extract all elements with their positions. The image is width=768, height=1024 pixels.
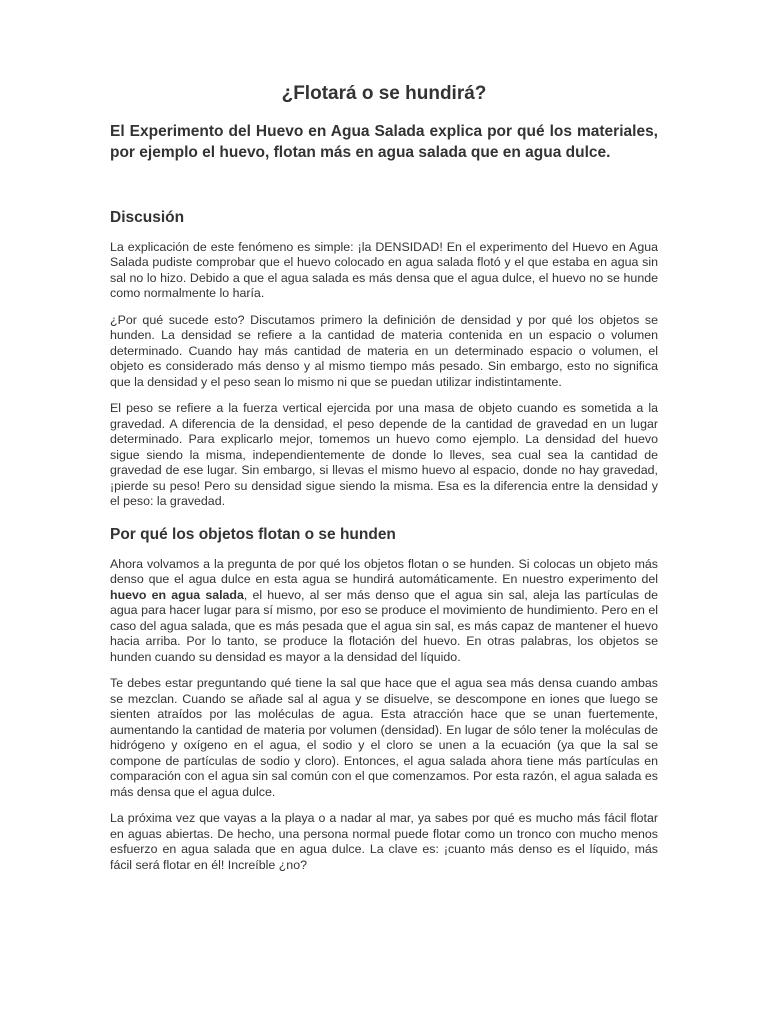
paragraph-text: , el huevo, al ser más denso que el agua sin sal, aleja las partículas de agua para hacer lugar para sí mismo, por eso se produce el movimiento de hundimiento. Pero en el caso del agua salada, que es más pesada que el agua sin sal, es más capaz de mantener el huevo hacia arriba. Por lo tanto, se produce la flotación del huevo. En otras palabras, los objetos se hunden cuando su densidad es mayor a la densidad del líquido. [110,587,658,664]
paragraph: La próxima vez que vayas a la playa o a nadar al mar, ya sabes por qué es mucho más fácil flotar en aguas abiertas. De hecho, una persona normal puede flotar como un tronco con mucho menos esfuerzo en agua salada que en agua dulce. La clave es: ¡cuanto más denso es el líquido, más fácil será flotar en él! Increíble ¿no? [110,811,658,872]
document-content [110,82,658,884]
paragraph: El peso se refiere a la fuerza vertical ejercida por una masa de objeto cuando es sometida a la gravedad. A diferencia de la densidad, el peso depende de la cantidad de gravedad en un lugar determinado. Para explicarlo mejor, tomemos un huevo como ejemplo. La densidad del huevo sigue siendo la misma, independientemente de donde lo lleves, sea cual sea la cantidad de gravedad de ese lugar. Sin embargo, si llevas el mismo huevo al espacio, donde no hay gravedad, ¡pierde su peso! Pero su densidad sigue siendo la misma. Esa es la diferencia entre la densidad y el peso: la gravedad. [110,401,658,509]
paragraph: Te debes estar preguntando qué tiene la sal que hace que el agua sea más densa cuando ambas se mezclan. Cuando se añade sal al agua y se disuelve, se descompone en iones que luego se sienten atraídos por las moléculas de agua. Esta atracción hace que se unan fuertemente, aumentando la cantidad de materia por volumen (densidad). En lugar de sólo tener la moléculas de hidrógeno y oxígeno en el agua, el sodio y el cloro se unen a la ecuación (ya que la sal se compone de partículas de sodio y cloro). Entonces, el agua salada ahora tiene más partículas en comparación con el agua sin sal común con el que comenzamos. Por esta razón, el agua salada es más densa que el agua dulce. [110,676,658,799]
section-heading-discusion: Discusión [110,208,185,226]
document-title: ¿Flotará o se hundirá? [281,83,487,104]
bold-phrase: huevo en agua salada [110,587,244,602]
paragraph: ¿Por qué sucede esto? Discutamos primero la definición de densidad y por qué los objetos se hunden. La densidad se refiere a la cantidad de materia contenida en un espacio o volumen determinado. Cuando hay más cantidad de materia en un determinado espacio o volumen, el objeto es considerado más denso y al mismo tiempo más pesado. Sin embargo, esto no significa que la densidad y el peso sean lo mismo ni que se puedan utilizar indistintamente. [110,312,658,389]
paragraph-text: Ahora volvamos a la pregunta de por qué los objetos flotan o se hunden. Si colocas un objeto más denso que el agua dulce en esta agua se hundirá automáticamente. En nuestro experimento del [110,556,658,587]
section-heading-flotan: Por qué los objetos flotan o se hunden [110,525,396,543]
paragraph [110,557,658,666]
paragraph: La explicación de este fenómeno es simple: ¡la DENSIDAD! En el experimento del Huevo en Agua Salada pudiste comprobar que el huevo colocado en agua salada flotó y el que estaba en agua sin sal no lo hizo. Debido a que el agua salada es más densa que el agua dulce, el huevo no se hunde como normalmente lo haría. [110,239,658,301]
lead-paragraph: El Experimento del Huevo en Agua Salada explica por qué los materiales, por ejemplo el huevo, flotan más en agua salada que en agua dulce. [110,122,658,161]
